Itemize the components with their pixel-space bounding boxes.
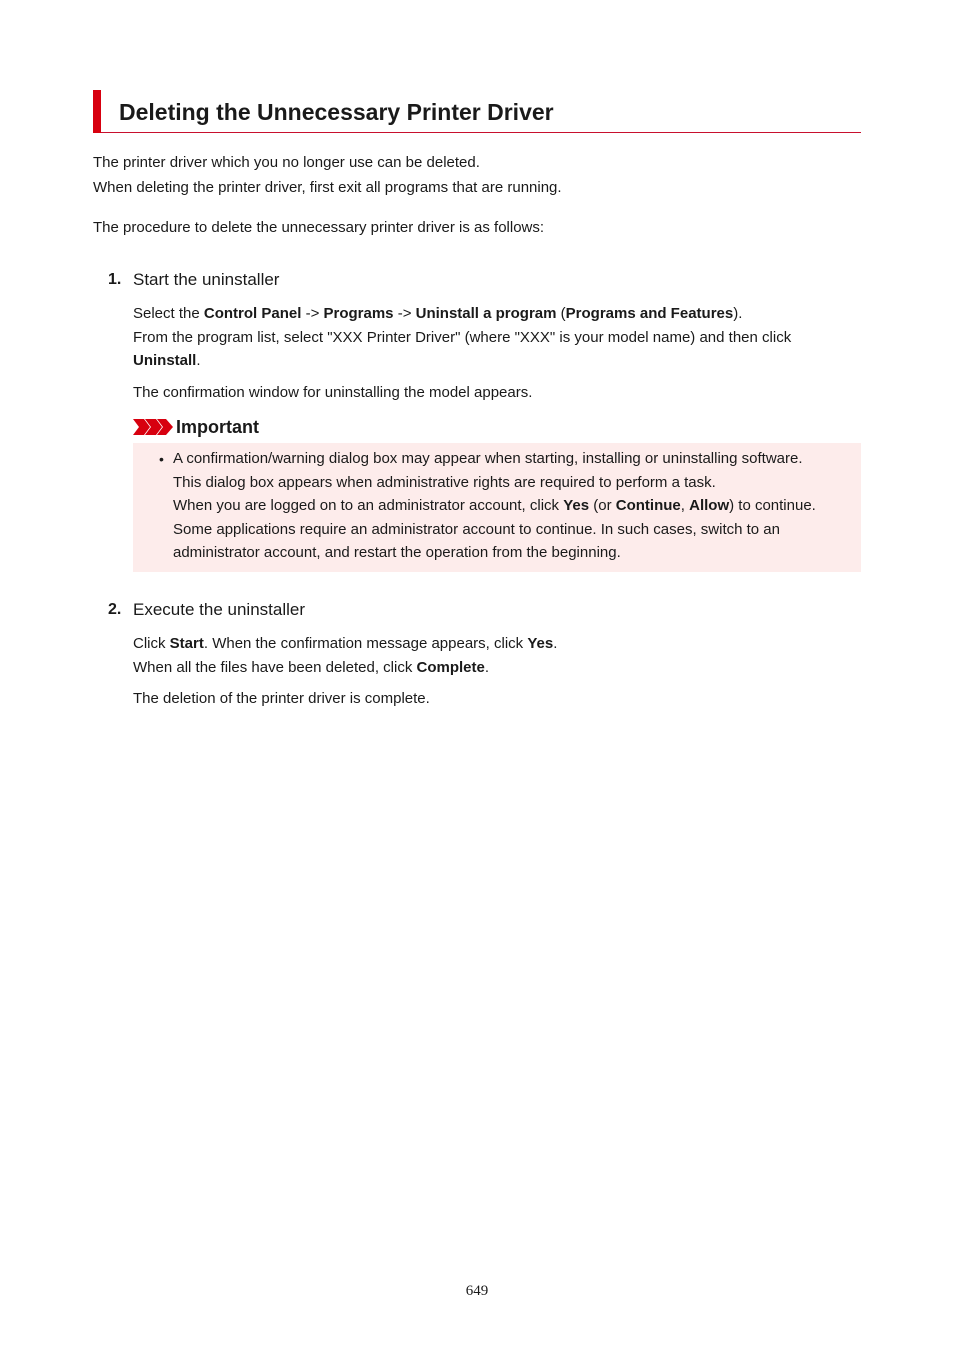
step-2-title: Execute the uninstaller	[133, 600, 305, 619]
complete-label: Complete	[416, 659, 485, 676]
step-1-instruction-3: Uninstall.	[133, 352, 201, 369]
step-1-number: 1.	[108, 271, 122, 288]
important-box	[133, 443, 861, 572]
step-2-instruction-2: When all the files have been deleted, click Complete.	[133, 659, 490, 676]
important-line-4: Some applications require an administrator account to continue. In such cases, switch to an	[173, 520, 780, 538]
continue-label: Continue	[615, 497, 681, 515]
intro-line-2: When deleting the printer driver, first exit all programs that are running.	[93, 179, 562, 196]
title-accent-bar	[93, 90, 101, 133]
uninstall-label: Uninstall	[133, 352, 197, 369]
menu-uninstall-program: Uninstall a program	[415, 305, 557, 322]
page-title: Deleting the Unnecessary Printer Driver	[119, 99, 554, 125]
important-line-5: administrator account, and restart the operation from the beginning.	[173, 544, 621, 562]
start-label: Start	[169, 635, 204, 652]
allow-label: Allow	[689, 497, 730, 515]
step-1-instruction-2: From the program list, select "XXX Printer Driver" (where "XXX" is your model name) and then click	[133, 329, 792, 346]
step-1-confirmation: The confirmation window for uninstalling the model appears.	[133, 384, 533, 401]
important-line-2: This dialog box appears when administrative rights are required to perform a task.	[173, 473, 716, 491]
yes-label-2: Yes	[527, 635, 554, 652]
title-block	[93, 90, 861, 133]
menu-programs: Programs	[323, 305, 394, 322]
menu-control-panel: Control Panel	[203, 305, 302, 322]
important-line-3: When you are logged on to an administrator account, click Yes (or Continue, Allow) to continue.	[173, 497, 816, 515]
step-2-number: 2.	[108, 601, 122, 618]
step-1-instruction-1: Select the Control Panel -> Programs -> Uninstall a program (Programs and Features).	[133, 305, 743, 322]
step-2-done: The deletion of the printer driver is complete.	[133, 690, 430, 707]
page-number: 649	[465, 1283, 489, 1299]
triple-chevron-icon	[133, 419, 173, 435]
step-2-instruction-1: Click Start. When the confirmation message appears, click Yes.	[133, 635, 558, 652]
important-label: Important	[176, 417, 259, 437]
procedure-intro: The procedure to delete the unnecessary printer driver is as follows:	[93, 219, 545, 236]
bullet-marker: •	[159, 451, 164, 467]
important-text	[173, 447, 816, 565]
step-1-title: Start the uninstaller	[133, 270, 280, 289]
important-line-1: A confirmation/warning dialog box may appear when starting, installing or uninstalling software.	[173, 450, 803, 467]
menu-programs-features: Programs and Features	[565, 305, 734, 322]
intro-line-1: The printer driver which you no longer use can be deleted.	[93, 154, 480, 171]
yes-label: Yes	[563, 497, 590, 515]
